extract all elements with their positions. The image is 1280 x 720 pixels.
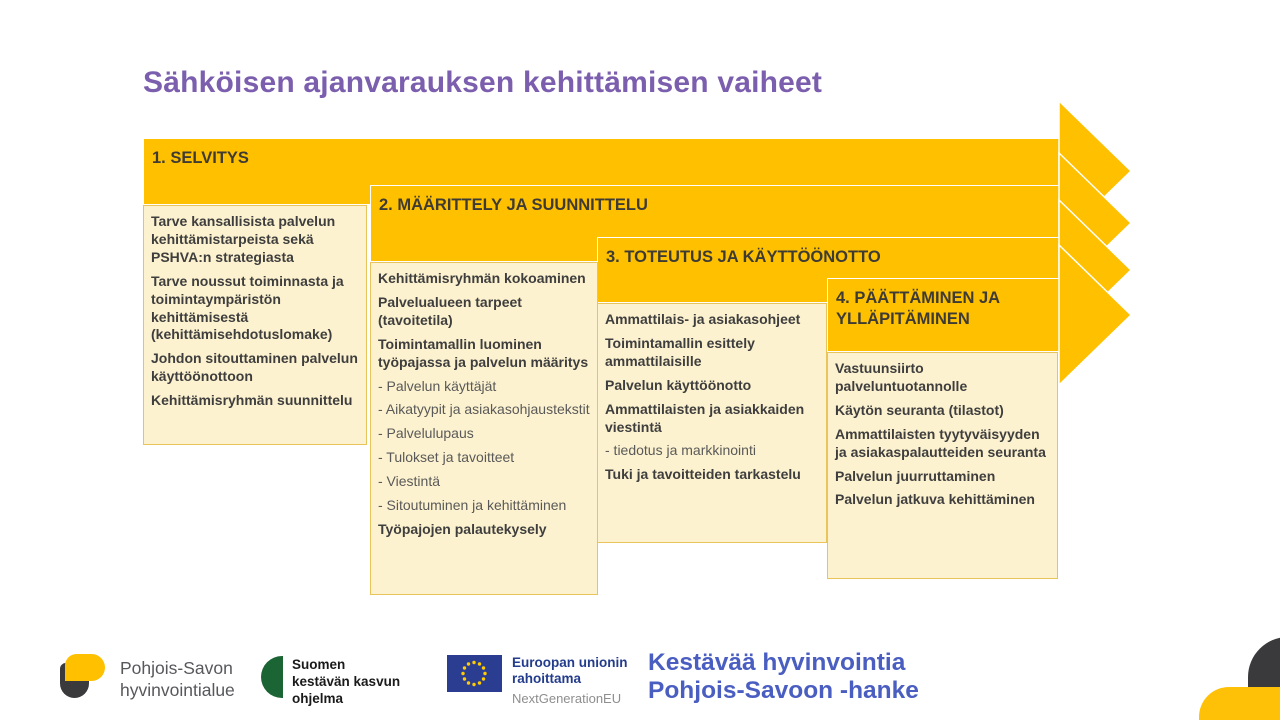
pohjois-savo-logo-icon — [57, 652, 107, 700]
detail-subitem: - Tulokset ja tavoitteet — [378, 449, 515, 466]
program-line3: ohjelma — [292, 691, 344, 706]
detail-item: Toimintamallin luominen työpajassa ja palvelun määritys — [378, 335, 589, 370]
detail-item: Kehittämisryhmän suunnittelu — [151, 392, 353, 409]
detail-item: Ammattilaisten tyytyväisyyden ja asiakaspalautteiden seuranta — [835, 425, 1046, 460]
detail-item: Johdon sitouttaminen palvelun käyttöönottoon — [151, 350, 358, 385]
phase-4-banner: 4. PÄÄTTÄMINEN JA YLLÄPITÄMINEN — [827, 278, 1060, 352]
detail-subitem: - Aikatyypit ja asiakasohjaustekstit — [378, 401, 590, 418]
detail-item: Ammattilais- ja asiakasohjeet — [605, 311, 801, 327]
corner-yellow-decoration — [1199, 687, 1280, 720]
detail-subitem: - Viestintä — [378, 473, 440, 490]
detail-item: Palvelun käyttöönotto — [605, 376, 752, 393]
page-title: Sähköisen ajanvarauksen kehittämisen vaiheet — [143, 66, 823, 99]
project-line2: Pohjois-Savoon -hanke — [648, 676, 919, 704]
eu-nextgeneration-label: NextGenerationEU — [512, 690, 622, 706]
detail-item: Työpajojen palautekysely — [378, 520, 547, 537]
detail-item: Ammattilaisten ja asiakkaiden viestintä — [605, 400, 805, 435]
detail-item: Kehittämisryhmän kokoaminen — [378, 270, 586, 286]
org-logo-line1: Pohjois-Savon — [120, 658, 233, 678]
detail-item: Käytön seuranta (tilastot) — [835, 401, 1004, 418]
org-logo-text — [120, 657, 235, 702]
phase-4-arrow-icon — [1059, 245, 1132, 385]
phase-1-banner: 1. SELVITYS — [143, 138, 1060, 205]
project-line1: Kestävää hyvinvointia — [648, 649, 906, 676]
detail-item: Toimintamallin esittely ammattilaisille — [605, 334, 755, 369]
phase-3-detail-box — [597, 303, 827, 543]
detail-subitem: - Palvelun käyttäjät — [378, 377, 497, 394]
detail-item: Palvelualueen tarpeet (tavoitetila) — [378, 293, 522, 328]
detail-item: Tarve noussut toiminnasta ja toimintaympäristön kehittämisestä (kehittämisehdotuslomake) — [151, 272, 344, 343]
phase-2-detail-box — [370, 262, 598, 595]
detail-subitem: - tiedotus ja markkinointi — [605, 442, 756, 459]
detail-subitem: - Sitoutuminen ja kehittäminen — [378, 497, 567, 514]
eu-line1: Euroopan unionin — [512, 655, 628, 670]
detail-item: Tuki ja tavoitteiden tarkastelu — [605, 466, 801, 483]
program-line1: Suomen — [292, 657, 346, 672]
phase-1-detail-box — [143, 205, 367, 445]
logo-yellow-shape — [65, 654, 105, 681]
phase-4-detail-box — [827, 352, 1058, 579]
detail-item: Tarve kansallisista palvelun kehittämistarpeista sekä PSHVA:n strategiasta — [151, 213, 336, 265]
detail-subitem: - Palvelulupaus — [378, 425, 474, 442]
phase-3-banner: 3. TOTEUTUS JA KÄYTTÖÖNOTTO — [597, 237, 1060, 303]
detail-item: Palvelun juurruttaminen — [835, 467, 996, 484]
growth-program-text — [292, 656, 400, 707]
program-line2: kestävän kasvun — [292, 674, 401, 689]
org-logo-line2: hyvinvointialue — [120, 680, 235, 701]
project-name-text — [648, 649, 919, 705]
detail-item: Vastuunsiirto palveluntuotannolle — [835, 360, 968, 394]
phase-2-banner: 2. MÄÄRITTELY JA SUUNNITTELU — [370, 185, 1060, 262]
detail-item: Palvelun jatkuva kehittäminen — [835, 491, 1035, 508]
eu-flag-icon — [447, 655, 502, 692]
growth-program-logo-icon — [261, 656, 283, 698]
eu-funding-text — [512, 655, 627, 707]
eu-line2: rahoittama — [512, 671, 582, 687]
